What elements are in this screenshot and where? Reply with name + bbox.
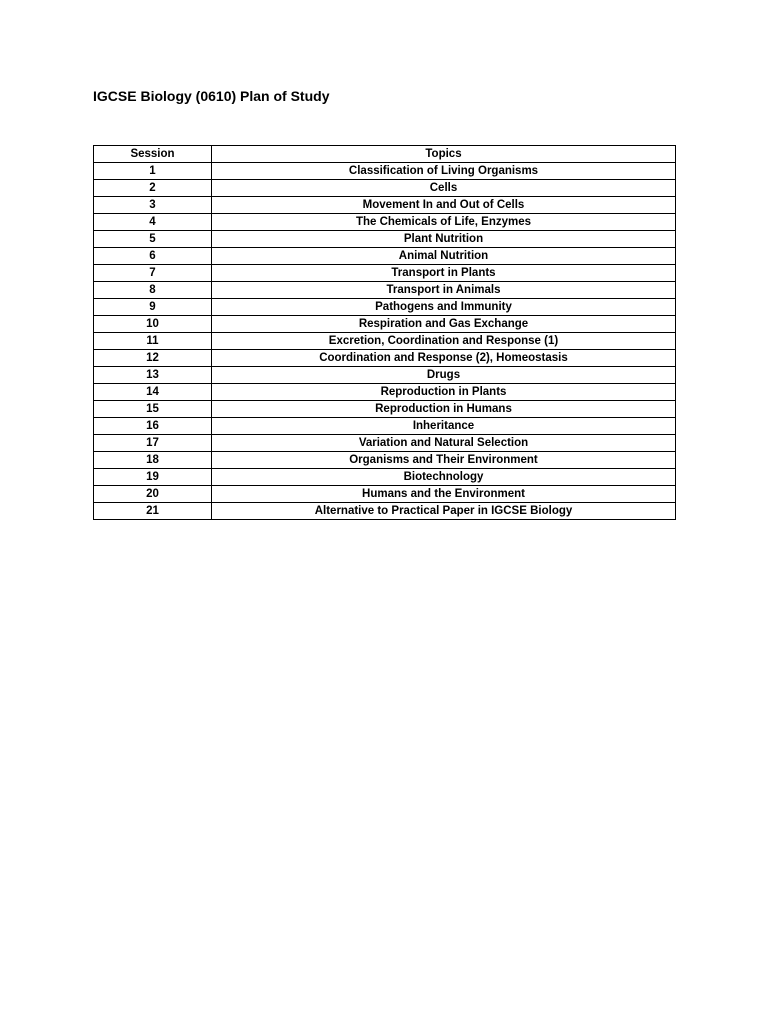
session-number: 13 — [94, 367, 212, 384]
session-topic: Biotechnology — [212, 469, 676, 486]
table-row — [94, 282, 676, 299]
session-number: 10 — [94, 316, 212, 333]
session-topic: Classification of Living Organisms — [212, 163, 676, 180]
session-topic: Humans and the Environment — [212, 486, 676, 503]
session-number: 6 — [94, 248, 212, 265]
table-row — [94, 384, 676, 401]
session-topic: Organisms and Their Environment — [212, 452, 676, 469]
session-number: 21 — [94, 503, 212, 520]
session-topic: Alternative to Practical Paper in IGCSE Biology — [212, 503, 676, 520]
session-number: 20 — [94, 486, 212, 503]
session-topic: Transport in Animals — [212, 282, 676, 299]
session-number: 19 — [94, 469, 212, 486]
session-number: 18 — [94, 452, 212, 469]
session-topic: Transport in Plants — [212, 265, 676, 282]
session-topic: Animal Nutrition — [212, 248, 676, 265]
session-number: 12 — [94, 350, 212, 367]
table-row — [94, 350, 676, 367]
session-number: 4 — [94, 214, 212, 231]
session-topic: Drugs — [212, 367, 676, 384]
table-row — [94, 418, 676, 435]
session-topic: The Chemicals of Life, Enzymes — [212, 214, 676, 231]
table-header-row — [94, 146, 676, 163]
session-number: 2 — [94, 180, 212, 197]
session-topic: Coordination and Response (2), Homeostasis — [212, 350, 676, 367]
session-number: 7 — [94, 265, 212, 282]
table-row — [94, 163, 676, 180]
session-topic: Variation and Natural Selection — [212, 435, 676, 452]
session-topic: Respiration and Gas Exchange — [212, 316, 676, 333]
table-row — [94, 248, 676, 265]
session-number: 8 — [94, 282, 212, 299]
session-number: 17 — [94, 435, 212, 452]
table-row — [94, 180, 676, 197]
table-row — [94, 367, 676, 384]
session-topic: Cells — [212, 180, 676, 197]
table-row — [94, 231, 676, 248]
table-row — [94, 214, 676, 231]
session-topic: Pathogens and Immunity — [212, 299, 676, 316]
column-header-session: Session — [94, 146, 212, 163]
table-row — [94, 265, 676, 282]
table-row — [94, 469, 676, 486]
session-number: 15 — [94, 401, 212, 418]
table-row — [94, 486, 676, 503]
table-row — [94, 435, 676, 452]
table-row — [94, 197, 676, 214]
session-number: 9 — [94, 299, 212, 316]
session-topic: Inheritance — [212, 418, 676, 435]
session-number: 3 — [94, 197, 212, 214]
table-row — [94, 503, 676, 520]
table-row — [94, 452, 676, 469]
session-number: 5 — [94, 231, 212, 248]
session-topic: Reproduction in Plants — [212, 384, 676, 401]
study-plan-table — [93, 145, 676, 520]
table-row — [94, 299, 676, 316]
session-topic: Plant Nutrition — [212, 231, 676, 248]
column-header-topics: Topics — [212, 146, 676, 163]
session-topic: Reproduction in Humans — [212, 401, 676, 418]
session-topic: Movement In and Out of Cells — [212, 197, 676, 214]
table-row — [94, 316, 676, 333]
table-row — [94, 401, 676, 418]
session-topic: Excretion, Coordination and Response (1) — [212, 333, 676, 350]
table-row — [94, 333, 676, 350]
session-number: 14 — [94, 384, 212, 401]
session-number: 16 — [94, 418, 212, 435]
session-number: 11 — [94, 333, 212, 350]
document-title: IGCSE Biology (0610) Plan of Study — [93, 88, 330, 104]
session-number: 1 — [94, 163, 212, 180]
